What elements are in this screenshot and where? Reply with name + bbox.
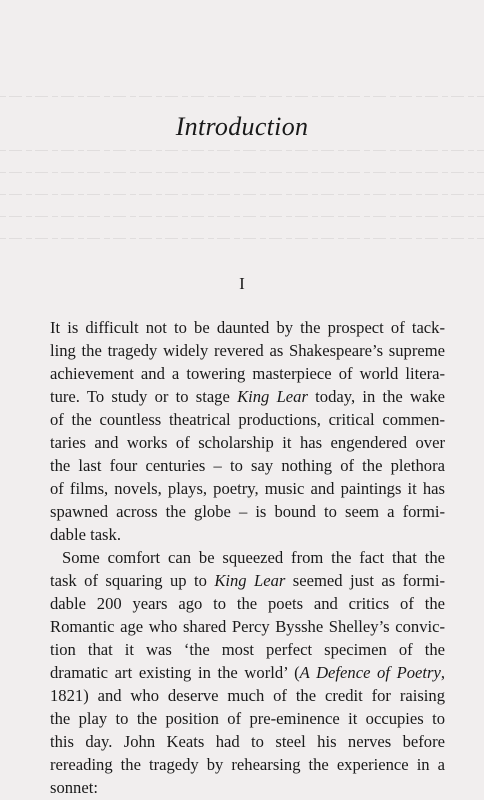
text-span: ture. To study or to stage: [50, 387, 238, 406]
text-span: dable 200 years ago to the poets and critics of the: [50, 594, 445, 613]
section-numeral: I: [239, 274, 245, 293]
text-line: [50, 546, 445, 569]
show-through-line: [0, 194, 484, 195]
text-line: [50, 684, 445, 707]
text-line: [50, 776, 445, 799]
text-span: spawned across the globe – is bound to seem a formi-: [50, 502, 445, 521]
text-line: [50, 362, 445, 385]
italic-title: A Defence of Poetry: [299, 663, 441, 682]
text-span: sonnet:: [50, 778, 98, 797]
text-span: 1821) and who deserve much of the credit for raising: [50, 686, 445, 705]
text-span: ,: [440, 663, 445, 682]
text-line: [50, 454, 445, 477]
text-line: [50, 592, 445, 615]
show-through-line: [0, 238, 484, 239]
text-span: of the countless theatrical productions, critical commen-: [50, 410, 445, 429]
text-span: of films, novels, plays, poetry, music and paintings it has: [50, 479, 445, 498]
text-span: the last four centuries – to say nothing of the plethora: [50, 456, 445, 475]
text-span: It is difficult not to be daunted by the prospect of tack-: [50, 318, 445, 337]
text-line: [50, 753, 445, 776]
text-line: [50, 500, 445, 523]
text-span: taries and works of scholarship it has engendered over: [50, 433, 445, 452]
text-span: dramatic art existing in the world’ (: [50, 663, 300, 682]
text-span: achievement and a towering masterpiece of world litera-: [50, 364, 445, 383]
text-line: [50, 569, 445, 592]
body-text: [50, 316, 445, 799]
text-span: tion that it was ‘the most perfect specimen of the: [50, 640, 445, 659]
italic-title: King Lear: [214, 571, 286, 590]
text-span: task of squaring up to: [50, 571, 215, 590]
text-span: today, in the wake: [307, 387, 445, 406]
text-span: ling the tragedy widely revered as Shakespeare’s supreme: [50, 341, 445, 360]
text-span: this day. John Keats had to steel his nerves before: [50, 732, 445, 751]
text-line: [50, 730, 445, 753]
text-span: rereading the tragedy by rehearsing the experience in a: [50, 755, 445, 774]
text-line: [50, 477, 445, 500]
chapter-heading: Introduction: [175, 112, 309, 141]
text-line: [50, 339, 445, 362]
text-line: [50, 638, 445, 661]
text-span: Some comfort can be squeezed from the fact that the: [62, 548, 445, 567]
text-span: the play to the position of pre-eminence it occupies to: [50, 709, 445, 728]
text-line: [50, 661, 445, 684]
text-span: Romantic age who shared Percy Bysshe Shelley’s convic-: [50, 617, 445, 636]
italic-title: King Lear: [237, 387, 308, 406]
text-line: [50, 385, 445, 408]
paragraph: [50, 546, 445, 799]
text-line: [50, 431, 445, 454]
text-span: seemed just as formi-: [285, 571, 445, 590]
text-line: [50, 316, 445, 339]
text-line: [50, 408, 445, 431]
text-span: dable task.: [50, 525, 121, 544]
show-through-line: [0, 172, 484, 173]
text-line: [50, 707, 445, 730]
show-through-line: [0, 96, 484, 97]
show-through-line: [0, 150, 484, 151]
paragraph: [50, 316, 445, 546]
show-through-line: [0, 216, 484, 217]
text-line: [50, 523, 445, 546]
text-line: [50, 615, 445, 638]
